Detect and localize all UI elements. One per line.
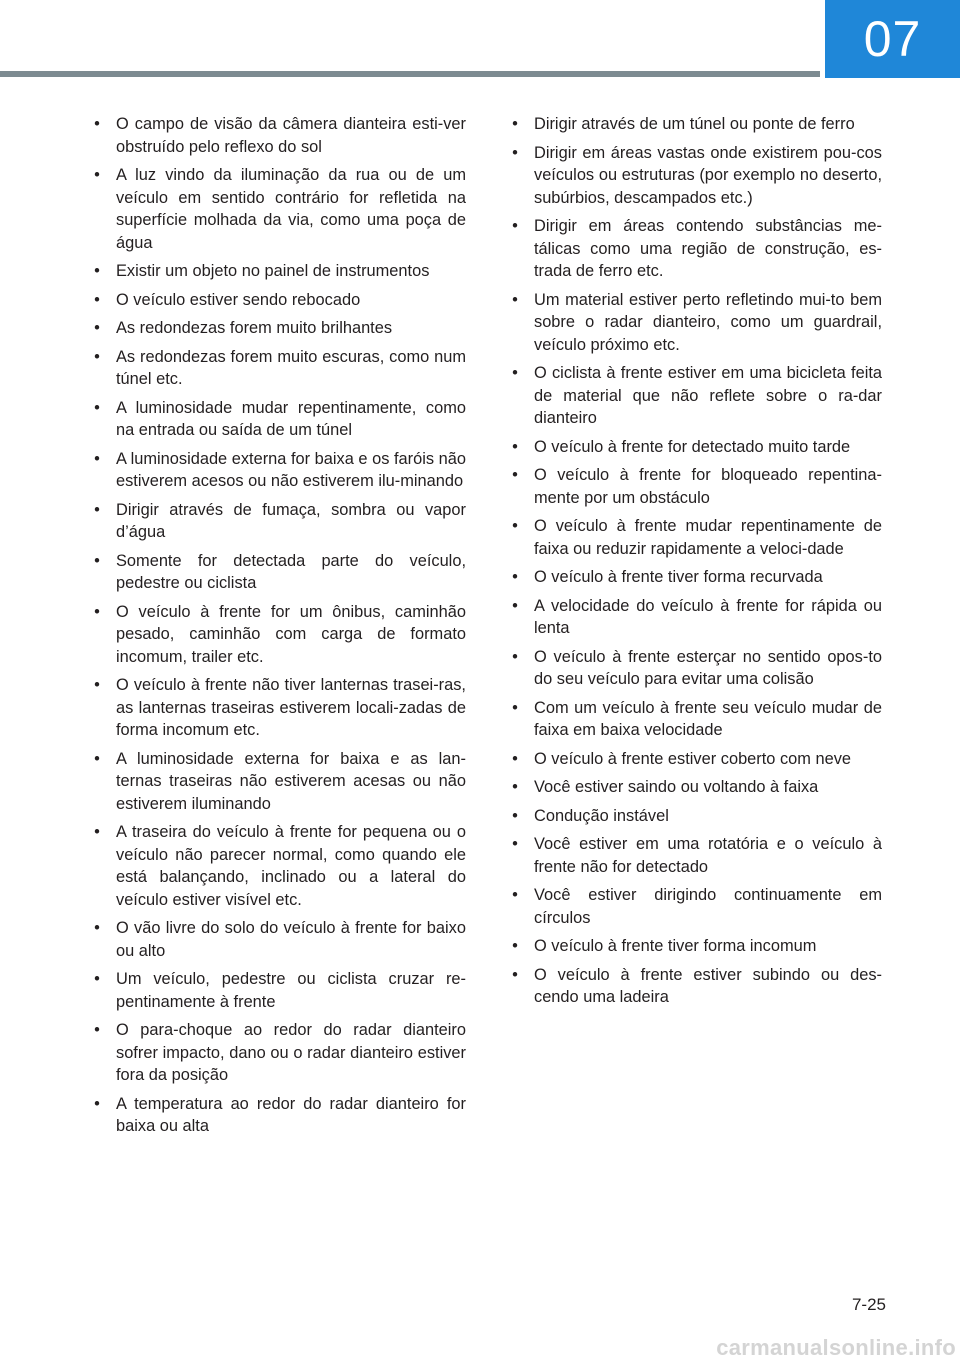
- page-number: 7-25: [851, 1295, 886, 1314]
- list-item-text: As redondezas forem muito escuras, como num túnel etc.: [116, 347, 466, 388]
- left-column-list: [90, 113, 466, 1144]
- bullet-icon: •: [512, 835, 518, 853]
- list-item: [508, 289, 882, 357]
- list-item: [90, 1019, 466, 1087]
- list-item-text: O veículo à frente não tiver lanternas trasei-ras, as lanternas traseiras estiverem locali-zadas de forma incomum etc.: [116, 676, 466, 739]
- list-item: [90, 346, 466, 391]
- list-item: [508, 142, 882, 210]
- bullet-icon: •: [94, 551, 100, 570]
- list-item-text: Dirigir através de um túnel ou ponte de ferro: [534, 115, 855, 133]
- list-item-text: A temperatura ao redor do radar dianteiro for baixa ou alta: [116, 1094, 466, 1135]
- bullet-icon: •: [512, 965, 518, 984]
- list-item-text: O vão livre do solo do veículo à frente for baixo ou alto: [116, 919, 466, 960]
- bullet-icon: •: [94, 749, 100, 768]
- bullet-icon: •: [94, 398, 100, 417]
- list-item-text: As redondezas forem muito brilhantes: [116, 319, 393, 337]
- bullet-icon: •: [94, 1094, 100, 1113]
- bullet-icon: •: [94, 602, 100, 621]
- list-item: [508, 646, 882, 691]
- list-item: [508, 566, 882, 589]
- list-item-text: Com um veículo à frente seu veículo mudar de faixa em baixa velocidade: [534, 698, 882, 739]
- bullet-icon: •: [512, 364, 518, 382]
- bullet-icon: •: [512, 466, 518, 484]
- bullet-icon: •: [94, 262, 100, 280]
- list-item-text: O veículo estiver sendo rebocado: [116, 290, 361, 309]
- bullet-icon: •: [512, 217, 518, 235]
- bullet-icon: •: [512, 290, 518, 309]
- list-item: [90, 550, 466, 595]
- bullet-icon: •: [94, 823, 100, 841]
- list-item-text: O veículo à frente estiver subindo ou des-cendo uma ladeira: [534, 965, 882, 1006]
- bullet-icon: •: [512, 698, 518, 717]
- list-item-text: Dirigir em áreas contendo substâncias me-tálicas como uma região de construção, es-trada de ferro etc.: [534, 217, 882, 280]
- list-item: [508, 113, 882, 136]
- list-item-text: Você estiver dirigindo continuamente em círculos: [534, 886, 882, 927]
- list-item: [508, 935, 882, 958]
- list-item: [508, 805, 882, 828]
- bullet-icon: •: [94, 970, 100, 988]
- list-item-text: Somente for detectada parte do veículo, pedestre ou ciclista: [116, 551, 466, 592]
- bullet-icon: •: [94, 500, 100, 519]
- list-item: [90, 499, 466, 544]
- bullet-icon: •: [94, 115, 100, 133]
- list-item: [90, 260, 466, 283]
- list-item-text: O veículo à frente for um ônibus, caminhão pesado, caminhão com carga de formato incomum, trailer etc.: [116, 602, 466, 666]
- list-item: [508, 215, 882, 283]
- list-item: [90, 397, 466, 442]
- bullet-icon: •: [94, 919, 100, 937]
- bullet-icon: •: [94, 290, 100, 309]
- list-item: [90, 821, 466, 911]
- list-item-text: A traseira do veículo à frente for pequena ou o veículo não parecer normal, como quando ele está balançando, inclinado ou a lateral do veículo estiver visível etc.: [116, 823, 466, 909]
- bullet-icon: •: [512, 778, 518, 796]
- list-item-text: Dirigir através de fumaça, sombra ou vapor d’água: [116, 500, 466, 541]
- list-item: [90, 1093, 466, 1138]
- list-item-text: O ciclista à frente estiver em uma bicicleta feita de material que não reflete sobre o ra-dar dianteiro: [534, 364, 882, 427]
- bullet-icon: •: [512, 886, 518, 904]
- bullet-icon: •: [512, 937, 518, 955]
- list-item-text: A luminosidade externa for baixa e os faróis não estiverem acesos ou não estiverem ilu-minando: [116, 449, 466, 490]
- list-item: [508, 436, 882, 459]
- list-item: [508, 884, 882, 929]
- list-item-text: O veículo à frente mudar repentinamente de faixa ou reduzir rapidamente a veloci-dade: [534, 517, 882, 558]
- bullet-icon: •: [512, 437, 518, 456]
- list-item: [90, 601, 466, 669]
- bullet-icon: •: [512, 596, 518, 615]
- chapter-number: 07: [863, 11, 922, 67]
- right-column-list: [508, 113, 882, 1015]
- bullet-icon: •: [94, 1021, 100, 1039]
- list-item-text: Um veículo, pedestre ou ciclista cruzar re-pentinamente à frente: [116, 970, 466, 1011]
- bullet-icon: •: [512, 647, 518, 666]
- list-item: [508, 776, 882, 799]
- list-item: [508, 964, 882, 1009]
- bullet-icon: •: [512, 143, 518, 162]
- list-item-text: A luminosidade mudar repentinamente, como na entrada ou saída de um túnel: [116, 398, 466, 439]
- list-item: [508, 362, 882, 430]
- list-item: [508, 748, 882, 771]
- list-item-text: Dirigir em áreas vastas onde existirem pou-cos veículos ou estruturas (por exemplo no deserto, subúrbios, descampados etc.): [534, 143, 882, 207]
- list-item: [90, 113, 466, 158]
- bullet-icon: •: [94, 347, 100, 366]
- bullet-icon: •: [94, 166, 100, 184]
- list-item: [508, 464, 882, 509]
- list-item-text: O veículo à frente tiver forma incomum: [534, 937, 817, 955]
- list-item: [508, 833, 882, 878]
- bullet-icon: •: [94, 449, 100, 468]
- list-item: [90, 317, 466, 340]
- list-item-text: A velocidade do veículo à frente for rápida ou lenta: [534, 596, 882, 637]
- header-rule: [0, 71, 820, 77]
- list-item-text: O veículo à frente tiver forma recurvada: [534, 568, 823, 586]
- list-item: [508, 697, 882, 742]
- list-item-text: Existir um objeto no painel de instrumentos: [116, 262, 430, 280]
- bullet-icon: •: [512, 806, 518, 825]
- bullet-icon: •: [94, 319, 100, 337]
- list-item-text: Condução instável: [534, 806, 669, 825]
- list-item-text: Você estiver saindo ou voltando à faixa: [534, 778, 819, 796]
- list-item: [90, 968, 466, 1013]
- list-item: [90, 448, 466, 493]
- list-item-text: Um material estiver perto refletindo mui-to bem sobre o radar dianteiro, como um guardrail, veículo próximo etc.: [534, 290, 882, 354]
- list-item-text: O veículo à frente for bloqueado repentina-mente por um obstáculo: [534, 466, 882, 507]
- bullet-icon: •: [512, 115, 518, 133]
- list-item: [90, 748, 466, 816]
- list-item-text: Você estiver em uma rotatória e o veículo à frente não for detectado: [534, 835, 882, 876]
- list-item-text: A luminosidade externa for baixa e as lan-ternas traseiras não estiverem acesas ou não estiverem iluminando: [116, 749, 466, 813]
- list-item: [508, 515, 882, 560]
- bullet-icon: •: [512, 568, 518, 586]
- bullet-icon: •: [512, 749, 518, 768]
- list-item-text: O veículo à frente esterçar no sentido opos-to do seu veículo para evitar uma colisão: [534, 647, 882, 688]
- list-item-text: O campo de visão da câmera dianteira esti-ver obstruído pelo reflexo do sol: [116, 115, 466, 156]
- list-item: [508, 595, 882, 640]
- list-item: [90, 674, 466, 742]
- list-item-text: O para-choque ao redor do radar dianteiro sofrer impacto, dano ou o radar dianteiro estiver fora da posição: [116, 1021, 466, 1084]
- list-item-text: A luz vindo da iluminação da rua ou de um veículo em sentido contrário for refletida na superfície molhada da via, como uma poça de água: [116, 166, 466, 252]
- watermark: carmanualsonline.info: [716, 1335, 956, 1360]
- list-item: [90, 917, 466, 962]
- chapter-tab: [825, 0, 960, 78]
- list-item-text: O veículo à frente estiver coberto com neve: [534, 749, 852, 768]
- list-item: [90, 289, 466, 312]
- list-item-text: O veículo à frente for detectado muito tarde: [534, 437, 851, 456]
- bullet-icon: •: [512, 517, 518, 535]
- bullet-icon: •: [94, 676, 100, 694]
- list-item: [90, 164, 466, 254]
